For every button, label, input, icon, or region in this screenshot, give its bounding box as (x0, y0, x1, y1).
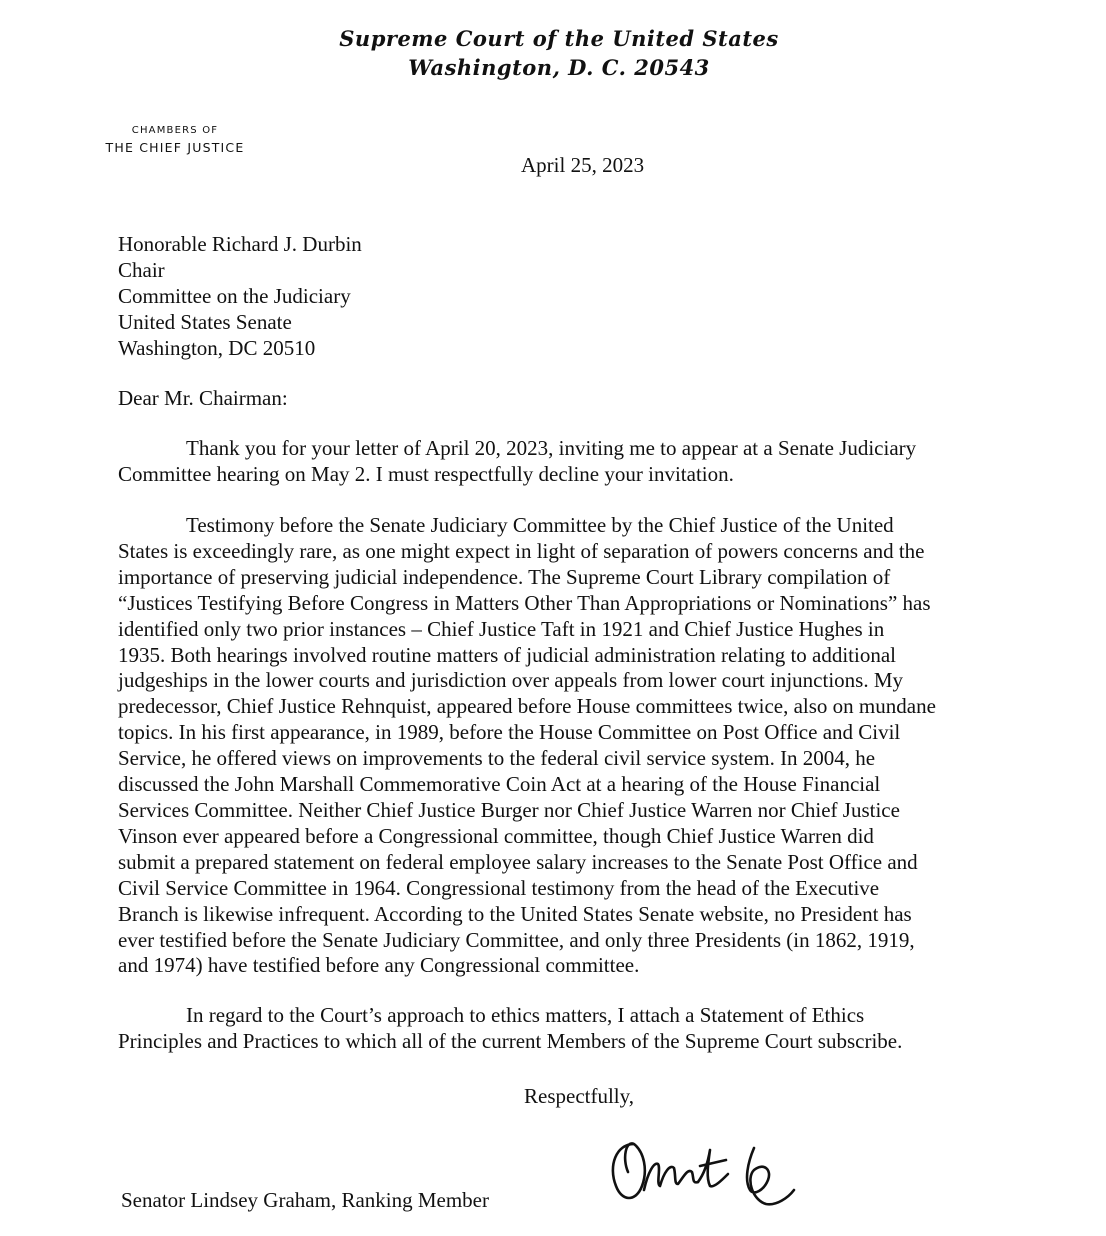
cc-recipient: Senator Lindsey Graham, Ranking Member (121, 1188, 489, 1212)
paragraph-line: Committee hearing on May 2. I must respectfully decline your invitation. (118, 461, 734, 486)
signature-icon (604, 1128, 804, 1210)
paragraph-line: Branch is likewise infrequent. According to the United States Senate website, no President has (118, 901, 912, 926)
letterhead (0, 24, 1106, 82)
salutation: Dear Mr. Chairman: (118, 386, 288, 410)
paragraph-line: judgeships in the lower courts and jurisdiction over appeals from lower court injunctions. My (118, 668, 904, 693)
paragraph-line: submit a prepared statement on federal employee salary increases to the Senate Post Office and (118, 849, 918, 874)
address-line: Chair (118, 258, 165, 282)
paragraph-line: Testimony before the Senate Judiciary Committee by the Chief Justice of the United (186, 513, 894, 537)
chambers-line-2: THE CHIEF JUSTICE (105, 140, 245, 155)
paragraph-2 (118, 513, 998, 979)
paragraph-line: Principles and Practices to which all of the current Members of the Supreme Court subscribe. (118, 1028, 903, 1053)
paragraph-line: topics. In his first appearance, in 1989, before the House Committee on Post Office and Civil (118, 720, 901, 745)
letter-date: April 25, 2023 (521, 153, 645, 177)
recipient-address (118, 231, 362, 361)
paragraph-line: 1935. Both hearings involved routine matters of judicial administration relating to additional (118, 642, 897, 667)
paragraph-line: Vinson ever appeared before a Congressional committee, though Chief Justice Warren did (118, 823, 874, 848)
paragraph-line: States is exceedingly rare, as one might expect in light of separation of powers concerns and the (118, 538, 925, 563)
address-line: United States Senate (118, 310, 292, 334)
paragraph-line: “Justices Testifying Before Congress in Matters Other Than Appropriations or Nominations” has (118, 590, 931, 615)
paragraph-line: Service, he offered views on improvements to the federal civil service system. In 2004, he (118, 746, 876, 771)
closing: Respectfully, (524, 1084, 635, 1108)
address-line: Committee on the Judiciary (118, 284, 351, 308)
chambers-line-1: CHAMBERS OF (131, 125, 219, 136)
paragraph-line: discussed the John Marshall Commemorative Coin Act at a hearing of the House Financial (118, 772, 881, 797)
address-line: Washington, DC 20510 (118, 336, 316, 360)
chambers-label (90, 124, 260, 158)
paragraph-line: ever testified before the Senate Judiciary Committee, and only three Presidents (in 1862, 1919, (118, 927, 915, 952)
paragraph-3 (118, 1003, 998, 1055)
paragraph-line: importance of preserving judicial independence. The Supreme Court Library compilation of (118, 564, 891, 589)
paragraph-line: Civil Service Committee in 1964. Congressional testimony from the head of the Executive (118, 875, 880, 900)
paragraph-line: predecessor, Chief Justice Rehnquist, appeared before House committees twice, also on mundane (118, 694, 936, 719)
paragraph-line: and 1974) have testified before any Congressional committee. (118, 953, 640, 978)
paragraph-line: identified only two prior instances – Chief Justice Taft in 1921 and Chief Justice Hughes in (118, 616, 885, 641)
paragraph-line: Thank you for your letter of April 20, 2023, inviting me to appear at a Senate Judiciary (186, 436, 917, 460)
letterhead-court-name: Supreme Court of the United States (339, 26, 779, 51)
paragraph-1 (118, 436, 998, 488)
address-line: Honorable Richard J. Durbin (118, 232, 362, 256)
paragraph-line: Services Committee. Neither Chief Justice Burger nor Chief Justice Warren nor Chief Justice (118, 797, 900, 822)
paragraph-line: In regard to the Court’s approach to ethics matters, I attach a Statement of Ethics (186, 1003, 865, 1027)
letterhead-address: Washington, D. C. 20543 (408, 55, 710, 80)
